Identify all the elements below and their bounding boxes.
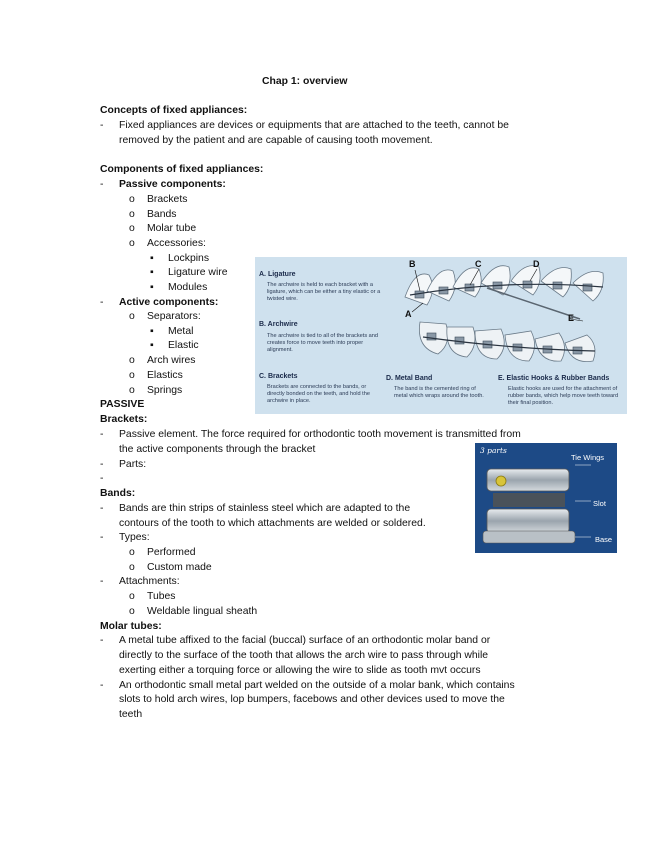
brackets-fig-title: C. Brackets (259, 373, 298, 380)
bullet-o: o (129, 562, 135, 573)
active-components-label: Active components: (119, 297, 219, 308)
label-letter-a: A (405, 309, 412, 319)
bullet-dash: - (100, 532, 104, 543)
active-item-elastics: Elastics (147, 370, 183, 381)
bullet-o: o (129, 355, 135, 366)
passive-heading: PASSIVE (100, 399, 145, 410)
molar-text2-line1: An orthodontic small metal part welded on the outside of a molar bank, which contains (119, 680, 515, 691)
ligature-title: A. Ligature (259, 271, 296, 278)
active-item-arch-wires: Arch wires (147, 355, 196, 366)
attachment-tubes: Tubes (147, 591, 176, 602)
bullet-dash: - (100, 503, 104, 514)
bullet-dash: - (100, 680, 104, 691)
bullet-dash: - (100, 459, 104, 470)
concepts-text-line1: Fixed appliances are devices or equipments that are attached to the teeth, cannot be (119, 120, 509, 131)
metal-band-title: D. Metal Band (386, 375, 433, 382)
accessory-modules: Modules (168, 282, 208, 293)
bullet-square: ▪ (150, 340, 154, 351)
brackets-text-line1: Passive element. The force required for orthodontic tooth movement is transmitted from (119, 429, 521, 440)
brackets-heading: Brackets: (100, 414, 148, 425)
brackets-fig-desc: Brackets are connected to the bands, or directly bonded on the teeth, and hold the archwire in place. (267, 384, 370, 404)
handwritten-note: 3 parts (480, 446, 507, 455)
molar-text1-line1: A metal tube affixed to the facial (buccal) surface of an orthodontic molar band or (119, 635, 491, 646)
bullet-o: o (129, 370, 135, 381)
bullet-square: ▪ (150, 253, 154, 264)
active-item-separators: Separators: (147, 311, 201, 322)
elastic-hooks-title: E. Elastic Hooks & Rubber Bands (498, 375, 610, 382)
types-label: Types: (119, 532, 150, 543)
passive-item-accessories: Accessories: (147, 238, 206, 249)
archwire-title: B. Archwire (259, 321, 298, 328)
slot-label: Slot (593, 499, 606, 508)
bullet-o: o (129, 209, 135, 220)
bullet-dash: - (100, 120, 104, 131)
molar-text1-line3: exerting either a torquing force or allowing the wire to slide as tooth mvt occurs (119, 665, 481, 676)
bullet-square: ▪ (150, 267, 154, 278)
bullet-o: o (129, 311, 135, 322)
molar-text1-line2: directly to the surface of the tooth that allows the arch wire to pass through while (119, 650, 489, 661)
passive-item-molar-tube: Molar tube (147, 223, 197, 234)
parts-label: Parts: (119, 459, 147, 470)
bullet-dash: - (100, 179, 104, 190)
accessory-lockpins: Lockpins (168, 253, 210, 264)
braces-diagram-figure (255, 257, 627, 414)
bullet-square: ▪ (150, 282, 154, 293)
bullet-o: o (129, 238, 135, 249)
bands-heading: Bands: (100, 488, 136, 499)
label-letter-b: B (409, 259, 416, 269)
accessory-ligature-wire: Ligature wire (168, 267, 228, 278)
label-letter-c: C (475, 259, 482, 269)
ligature-desc: The archwire is held to each bracket with a ligature, which can be either a tiny elastic or a twisted wire. (267, 282, 381, 302)
molar-text2-line3: teeth (119, 709, 143, 720)
bullet-o: o (129, 547, 135, 558)
attachments-label: Attachments: (119, 576, 180, 587)
archwire-desc: The archwire is tied to all of the brackets and creates force to move teeth into proper alignment. (267, 333, 378, 353)
concepts-heading: Concepts of fixed appliances: (100, 105, 248, 116)
bullet-dash: - (100, 576, 104, 587)
bullet-dash: - (100, 429, 104, 440)
active-item-springs: Springs (147, 385, 183, 396)
brackets-text-line2: the active components through the bracket (119, 444, 316, 455)
separator-metal: Metal (168, 326, 194, 337)
type-performed: Performed (147, 547, 196, 558)
passive-item-bands: Bands (147, 209, 177, 220)
bracket-photo-figure (475, 443, 617, 553)
molar-text2-line2: slots to hold arch wires, lop bumpers, facebows and other devices used to move the (119, 694, 505, 705)
concepts-text-line2: removed by the patient and are capable of causing tooth movement. (119, 135, 433, 146)
bullet-o: o (129, 223, 135, 234)
bullet-square: ▪ (150, 326, 154, 337)
separator-elastic: Elastic (168, 340, 199, 351)
bullet-o: o (129, 606, 135, 617)
elastic-hooks-desc: Elastic hooks are used for the attachment of rubber bands, which help move teeth toward their final position. (508, 386, 619, 406)
bullet-o: o (129, 194, 135, 205)
passive-components-label: Passive components: (119, 179, 226, 190)
label-letter-e: E (568, 313, 575, 323)
molar-tubes-heading: Molar tubes: (100, 621, 162, 632)
type-custom-made: Custom made (147, 562, 212, 573)
tie-wings-label: Tie Wings (571, 453, 605, 462)
bullet-dash: - (100, 473, 104, 484)
components-heading: Components of fixed appliances: (100, 164, 264, 175)
page-title: Chap 1: overview (262, 76, 348, 87)
label-letter-d: D (533, 259, 540, 269)
bullet-dash: - (100, 297, 104, 308)
bullet-o: o (129, 385, 135, 396)
bands-text-line1: Bands are thin strips of stainless steel which are adapted to the (119, 503, 411, 514)
passive-item-brackets: Brackets (147, 194, 188, 205)
metal-band-desc: The band is the cemented ring of metal which wraps around the tooth. (394, 386, 484, 399)
base-label: Base (595, 535, 613, 544)
bullet-o: o (129, 591, 135, 602)
bands-text-line2: contours of the tooth to which attachments are welded or soldered. (119, 518, 426, 529)
bullet-dash: - (100, 635, 104, 646)
attachment-lingual-sheath: Weldable lingual sheath (147, 606, 258, 617)
